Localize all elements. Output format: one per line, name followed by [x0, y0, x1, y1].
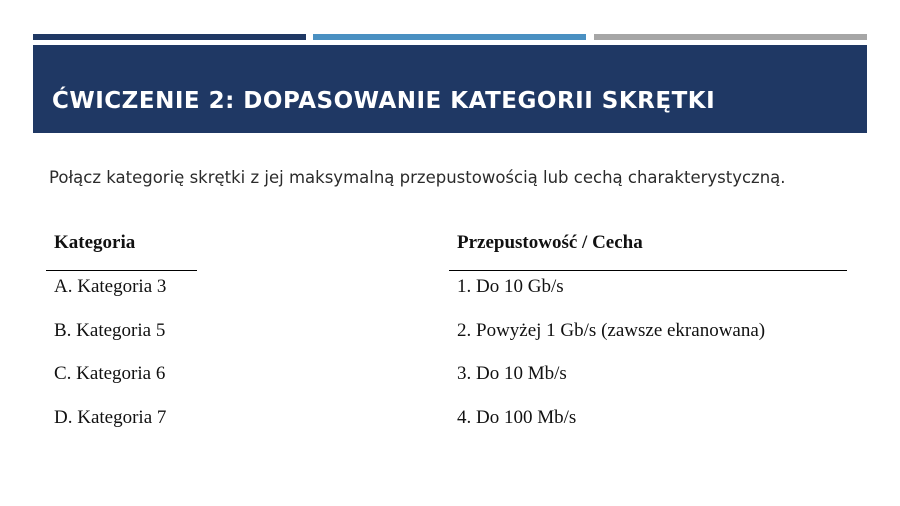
category-column [46, 231, 197, 445]
category-item: C. Kategoria 6 [54, 363, 166, 384]
category-item: D. Kategoria 7 [54, 406, 167, 428]
category-item: B. Kategoria 5 [54, 319, 166, 341]
accent-bar-light-blue [313, 34, 586, 40]
bandwidth-item: 3. Do 10 Mb/s [457, 363, 567, 384]
accent-bar-dark-blue [33, 34, 306, 40]
category-header: Kategoria [46, 231, 197, 271]
category-item: A. Kategoria 3 [54, 276, 167, 297]
bandwidth-column [449, 231, 847, 445]
instruction-text: Połącz kategorię skrętki z jej maksymalną przepustowością lub cechą charakterystyczną. [49, 168, 786, 187]
bandwidth-item: 1. Do 10 Gb/s [457, 276, 564, 297]
bandwidth-header: Przepustowość / Cecha [449, 231, 847, 271]
accent-bar-gray [594, 34, 867, 40]
bandwidth-item: 4. Do 100 Mb/s [457, 406, 577, 428]
title-band [33, 45, 867, 133]
slide-title: ĆWICZENIE 2: DOPASOWANIE KATEGORII SKRĘTKI [52, 88, 716, 114]
bandwidth-item: 2. Powyżej 1 Gb/s (zawsze ekranowana) [457, 319, 766, 341]
